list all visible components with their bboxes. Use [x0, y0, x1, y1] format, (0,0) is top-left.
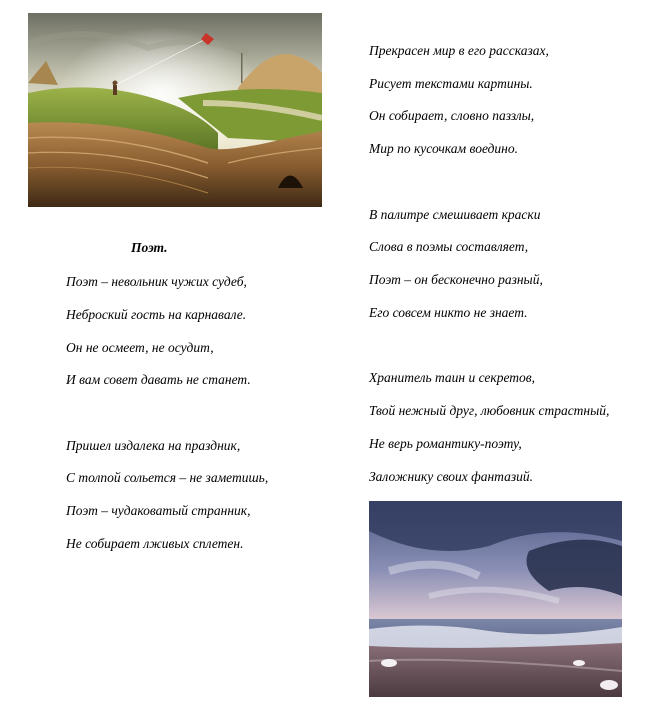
poem-line: И вам совет давать не станет. [66, 372, 251, 387]
book-landscape-picture [28, 13, 322, 207]
poem-line: Заложнику своих фантазий. [369, 469, 533, 484]
poem-line: Рисует текстами картины. [369, 76, 533, 91]
poem-line: Слова в поэмы составляет, [369, 239, 529, 254]
poem-line: Не собирает лживых сплетен. [66, 536, 244, 551]
poem-line: Не верь романтику-поэту, [369, 436, 522, 451]
seascape-image [369, 501, 622, 697]
poem-line: Пришел издалека на праздник, [66, 438, 241, 453]
poem-line: Неброский гость на карнавале. [66, 307, 247, 322]
poem-line: Его совсем никто не знает. [369, 305, 528, 320]
poem-line: Поэт – чудаковатый странник, [66, 503, 251, 518]
poem-line: Поэт – невольник чужих судеб, [66, 274, 247, 289]
poem-line: Он не осмеет, не осудит, [66, 340, 214, 355]
poem-line: Прекрасен мир в его рассказах, [369, 43, 549, 58]
poem-line: В палитре смешивает краски [369, 207, 541, 222]
poem-line: Он собирает, словно паззлы, [369, 108, 535, 123]
poem-line: Твой нежный друг, любовник страстный, [369, 403, 610, 418]
seascape-picture [369, 501, 622, 697]
poem-line: Мир по кусочкам воедино. [369, 141, 519, 156]
poem-line: Поэт – он бесконечно разный, [369, 272, 543, 287]
poem-title: Поэт. [131, 240, 168, 255]
poem-line: С толпой сольется – не заметишь, [66, 470, 269, 485]
poem-line: Хранитель таин и секретов, [369, 370, 536, 385]
book-landscape-image [28, 13, 322, 207]
